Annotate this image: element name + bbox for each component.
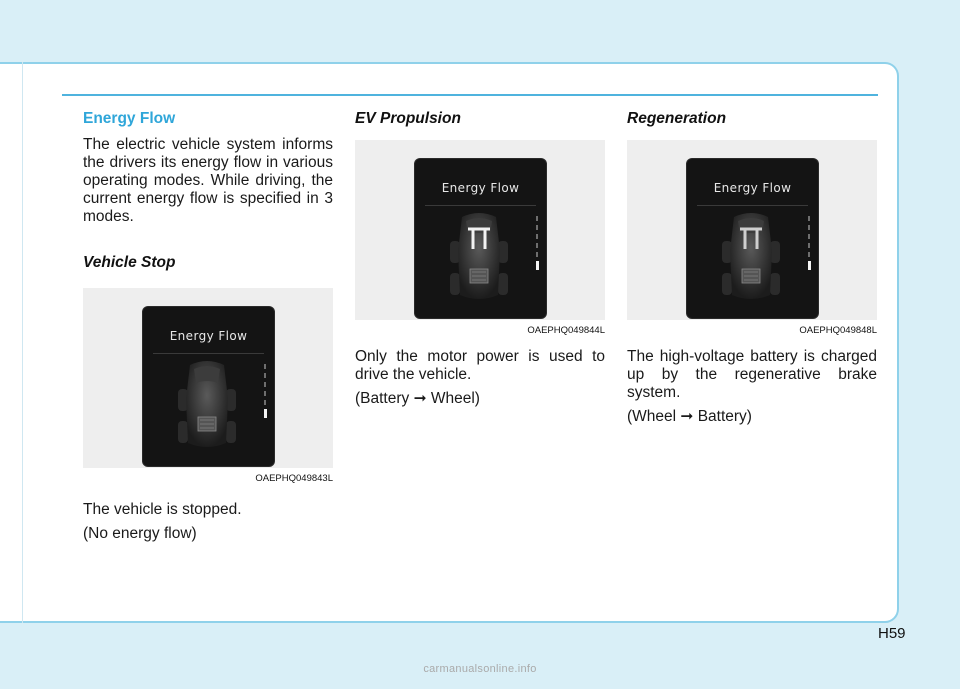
energy-flow-heading: Energy Flow (83, 110, 176, 127)
vehicle-stop-heading: Vehicle Stop (83, 254, 176, 271)
car-topview-icon (448, 211, 510, 303)
ev-propulsion-flow: (Battery ➞ Wheel) (355, 390, 480, 407)
watermark-footer: carmanualsonline.info (423, 663, 537, 675)
column-energy-flow (83, 108, 333, 543)
screen-divider (697, 205, 808, 206)
figure-caption: OAEPHQ049848L (799, 325, 877, 336)
energy-gauge-icon (262, 364, 268, 428)
page-number: H59 (878, 625, 906, 642)
column-regeneration (627, 108, 877, 426)
energy-gauge-icon (806, 216, 812, 280)
screen-divider (153, 353, 264, 354)
ev-propulsion-figure (355, 140, 605, 320)
screen-title: Energy Flow (713, 181, 792, 195)
car-topview-icon (720, 211, 782, 303)
vehicle-stop-desc: The vehicle is stopped. (83, 501, 242, 518)
ev-propulsion-heading: EV Propulsion (355, 110, 461, 127)
margin-line (22, 62, 23, 623)
screen-title: Energy Flow (441, 181, 520, 195)
energy-gauge-icon (534, 216, 540, 280)
screen-divider (425, 205, 536, 206)
energy-flow-screen (415, 159, 546, 318)
vehicle-stop-flow: (No energy flow) (83, 525, 197, 542)
figure-caption: OAEPHQ049843L (255, 473, 333, 484)
regeneration-heading: Regeneration (627, 110, 727, 127)
header-rule (62, 94, 878, 96)
column-ev-propulsion (355, 108, 605, 408)
vehicle-stop-figure (83, 288, 333, 468)
ev-propulsion-desc: Only the motor power is used to drive the vehicle. (355, 348, 605, 383)
car-topview-icon (176, 359, 238, 451)
energy-flow-intro: The electric vehicle system informs the drivers its energy flow in various operating modes. While driving, the current energy flow is specified in 3 modes. (83, 136, 333, 225)
regeneration-flow: (Wheel ➞ Battery) (627, 408, 752, 425)
regeneration-figure (627, 140, 877, 320)
energy-flow-screen (687, 159, 818, 318)
screen-title: Energy Flow (169, 329, 248, 343)
regeneration-desc: The high-voltage battery is charged up by the regenerative brake system. (627, 348, 877, 401)
energy-flow-screen (143, 307, 274, 466)
figure-caption: OAEPHQ049844L (527, 325, 605, 336)
